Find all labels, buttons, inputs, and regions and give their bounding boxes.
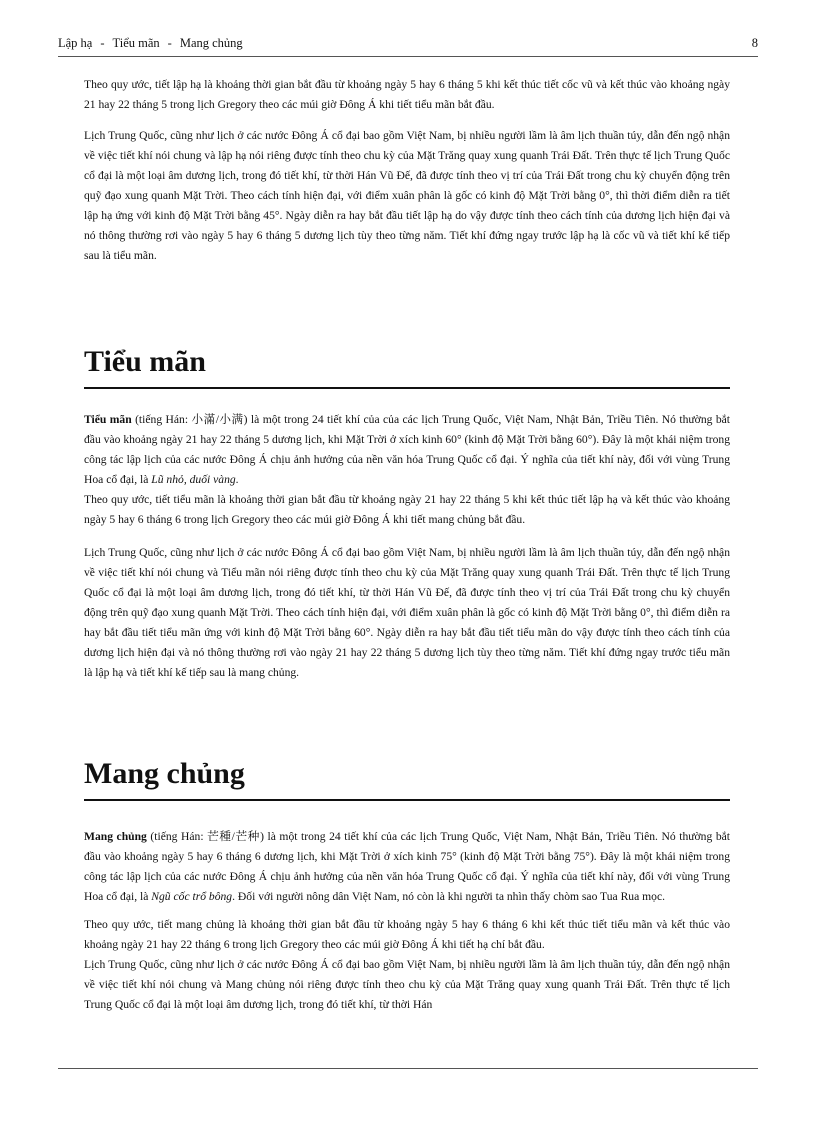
paragraph	[84, 410, 730, 490]
term-bold: Mang chủng	[84, 830, 147, 843]
term-italic: Ngũ cốc trổ bông	[151, 890, 233, 903]
header-separator: -	[167, 36, 172, 50]
page-number: 8	[751, 36, 758, 50]
term-bold: Tiểu mãn	[84, 413, 132, 426]
header-separator: -	[100, 36, 105, 50]
paragraph-text: (tiếng Hán: 小滿/小满) là một trong 24 tiết khí của của các lịch Trung Quốc, Việt Nam, Nhật Bản, Triều Tiên. Nó thường bắt đầu vào khoảng ngày 21 hay 22 tháng 5 dương lịch, khi Mặt Trời ở xích kinh 60° (kinh độ Mặt Trời bằng 60°). Đây là một khái niệm trong công tác lập lịch của các nước Đông Á chịu ảnh hưởng của nền văn hóa Trung Quốc cổ đại. Ý nghĩa của tiết khí này, đối với vùng Trung Hoa cổ đại, là	[84, 413, 730, 486]
header-breadcrumb	[58, 36, 243, 51]
section-mang-chung	[84, 827, 730, 1015]
paragraph	[84, 827, 730, 907]
heading-tieu-man: Tiểu mãn	[84, 345, 730, 389]
paragraph: Theo quy ước, tiết mang chủng là khoảng thời gian bắt đầu từ khoảng ngày 5 hay 6 tháng 6 khi kết thúc tiết tiểu mãn và kết thúc vào khoảng ngày 21 hay 22 tháng 6 trong lịch Gregory theo các múi giờ Đông Á khi tiết hạ chí bắt đầu.	[84, 918, 730, 951]
paragraph: Theo quy ước, tiết tiểu mãn là khoảng thời gian bắt đầu từ khoảng ngày 21 hay 22 tháng 5 khi kết thúc tiết lập hạ và kết thúc vào khoảng ngày 5 hay 6 tháng 6 trong lịch Gregory theo các múi giờ Đông Á khi tiết mang chủng bắt đầu.	[84, 493, 730, 526]
paragraph: Lịch Trung Quốc, cũng như lịch ở các nước Đông Á cổ đại bao gồm Việt Nam, bị nhiều người lầm là âm lịch thuần túy, dẫn đến ngộ nhận về việc tiết khí nói chung và Mang chủng nói riêng được tính theo chu kỳ của Mặt Trăng quay xung quanh Trái Đất. Trên thực tế lịch Trung Quốc cổ đại là một loại âm dương lịch, trong đó tiết khí, từ thời Hán	[84, 958, 730, 1011]
footer-rule	[58, 1068, 758, 1069]
paragraph: Lịch Trung Quốc, cũng như lịch ở các nước Đông Á cổ đại bao gồm Việt Nam, bị nhiều người lầm là âm lịch thuần túy, dẫn đến ngộ nhận về việc tiết khí nói chung và Tiểu mãn nói riêng được tính theo chu kỳ của Mặt Trăng quay xung quanh Trái Đất. Trên thực tế lịch Trung Quốc cổ đại là một loại âm dương lịch, trong đó tiết khí, từ thời Hán Vũ Đế, đã được tính theo vị trí của Trái Đất trong chu kỳ chuyển động trên quỹ đạo xung quanh Mặt Trời. Theo cách tính hiện đại, với điểm xuân phân là gốc có kinh độ Mặt Trời bằng 0°, thì điểm diễn ra hay bắt đầu tiết tiểu mãn ứng với kinh độ Mặt Trời bằng 60°. Ngày diễn ra hay bắt đầu tiết tiểu mãn do vậy được tính theo cách tính của dương lịch hiện đại và nó thông thường rơi vào ngày 21 hay 22 tháng 5 dương lịch tùy theo từng năm. Tiết khí đứng ngay trước tiểu mãn là lập hạ và tiết khí kế tiếp sau là mang chủng.	[84, 546, 730, 679]
header-part-tieu-man: Tiểu mãn	[112, 36, 160, 50]
term-italic: Lũ nhỏ, duối vàng	[151, 473, 236, 486]
paragraph: Lịch Trung Quốc, cũng như lịch ở các nước Đông Á cổ đại bao gồm Việt Nam, bị nhiều người lầm là âm lịch thuần túy, dẫn đến ngộ nhận về việc tiết khí nói chung và lập hạ nói riêng được tính theo chu kỳ của Mặt Trăng quay xung quanh Trái Đất. Trên thực tế lịch Trung Quốc cổ đại là một loại âm dương lịch, trong đó tiết khí, từ thời Hán Vũ Đế, đã được tính theo vị trí của Trái Đất trong chu kỳ chuyển động trên quỹ đạo xung quanh Mặt Trời. Theo cách tính hiện đại, với điểm xuân phân là gốc có kinh độ Mặt Trời bằng 0°, thì thời điểm diễn ra tiết lập hạ ứng với kinh độ Mặt Trời bằng 45°. Ngày diễn ra hay bắt đầu tiết lập hạ do vậy được tính theo cách tính của dương lịch hiện đại và nó thông thường rơi vào ngày 5 hay 6 tháng 5 dương lịch tùy theo từng năm. Tiết khí đứng ngay trước lập hạ là cốc vũ và tiết khí kế tiếp sau là tiểu mãn.	[84, 129, 730, 262]
section-tieu-man	[84, 410, 730, 683]
heading-mang-chung: Mang chủng	[84, 757, 730, 801]
header-part-mang-chung: Mang chủng	[179, 36, 243, 50]
paragraph: Theo quy ước, tiết lập hạ là khoảng thời gian bắt đầu từ khoảng ngày 5 hay 6 tháng 5 khi kết thúc tiết cốc vũ và kết thúc vào khoảng ngày 21 hay 22 tháng 5 trong lịch Gregory theo các múi giờ Đông Á khi tiết tiểu mãn bắt đầu.	[84, 78, 730, 111]
paragraph-text: (tiếng Hán: 芒種/芒种) là một trong 24 tiết khí của các lịch Trung Quốc, Việt Nam, Nhật Bản, Triều Tiên. Nó thường bắt đầu vào khoảng ngày 5 hay 6 tháng 6 dương lịch, khi Mặt Trời ở xích kinh 75° (kinh độ Mặt Trời bằng 75°). Đây là một khái niệm trong công tác lập lịch của các nước Đông Á chịu ảnh hưởng của nền văn hóa Trung Quốc cổ đại. Ý nghĩa của tiết khí này, đối với vùng Trung Hoa cổ đại, là	[84, 830, 730, 903]
section-lap-ha-continued	[84, 75, 730, 266]
paragraph-text: .	[235, 473, 239, 486]
page-header	[58, 36, 758, 57]
header-part-lap-ha: Lập hạ	[58, 36, 93, 50]
paragraph-text: . Đối với người nông dân Việt Nam, nó còn là khi người ta nhìn thấy chòm sao Tua Rua mọc.	[232, 890, 666, 903]
